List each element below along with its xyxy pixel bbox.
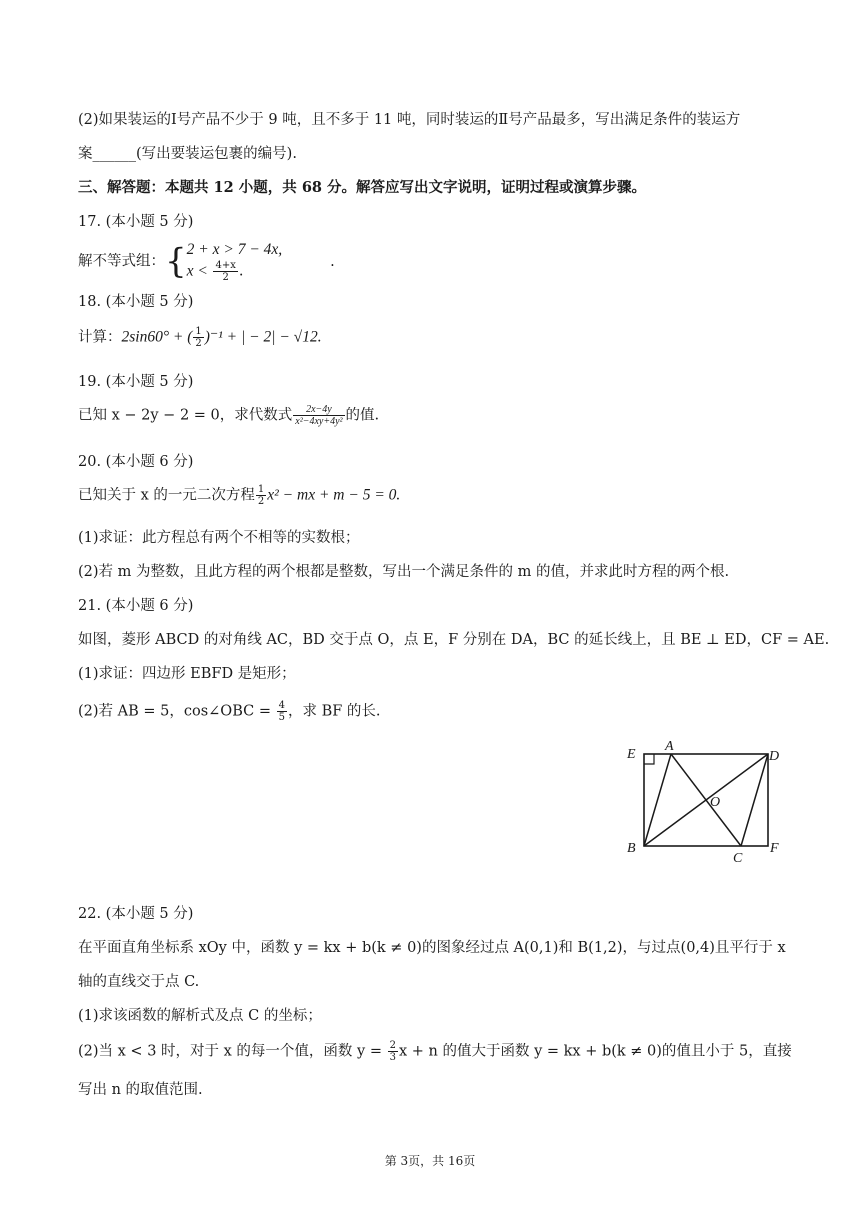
right-angle-mark bbox=[644, 754, 654, 764]
q22-part2-line1 bbox=[78, 1040, 792, 1070]
q20-part1: (1)求证：此方程总有两个不相等的实数根； bbox=[78, 530, 360, 546]
q20-part2: (2)若 m 为整数，且此方程的两个根都是整数，写出一个满足条件的 m 的值，并求此时方程的两个根. bbox=[78, 564, 730, 580]
q22-frac-den: 3 bbox=[389, 1052, 396, 1063]
diagonal-BD bbox=[644, 754, 768, 846]
label-A: A bbox=[665, 739, 674, 754]
q17-inequality-2-fraction bbox=[213, 260, 237, 283]
q16-part2-line2: 案______(写出要装运包裹的编号). bbox=[78, 146, 297, 162]
segment-AB bbox=[644, 754, 671, 846]
q17-body bbox=[78, 240, 335, 286]
q18-fraction bbox=[193, 326, 203, 349]
label-B: B bbox=[627, 841, 636, 856]
q17-frac-num: 4+x bbox=[215, 260, 236, 271]
q18-expr-b: )⁻¹ + | − 2| − √12. bbox=[204, 328, 322, 346]
q18-prefix: 计算： bbox=[78, 329, 122, 346]
q19-frac-den: x²−4xy+4y² bbox=[295, 416, 343, 427]
label-D: D bbox=[769, 749, 780, 764]
q21-stem: 如图，菱形 ABCD 的对角线 AC，BD 交于点 O，点 E，F 分别在 DA，BC 的延长线上，且 BE ⊥ ED，CF = AE. bbox=[78, 632, 830, 648]
q21-part1: (1)求证：四边形 EBFD 是矩形； bbox=[78, 666, 296, 682]
q17-frac-den: 2 bbox=[222, 272, 229, 283]
segment-CD bbox=[741, 754, 768, 846]
q21-rectangle-figure bbox=[620, 736, 790, 866]
q17-system bbox=[187, 240, 283, 283]
q19-header: 19. (本小题 5 分) bbox=[78, 374, 194, 390]
q22-stem-line2: 轴的直线交于点 C. bbox=[78, 974, 200, 990]
q20-stem-b: x² − mx + m − 5 = 0. bbox=[267, 486, 401, 504]
q17-inequality-2-tail: . bbox=[238, 263, 244, 280]
section-3-title: 三、解答题：本题共 12 小题，共 68 分。解答应写出文字说明，证明过程或演算步骤。 bbox=[78, 179, 647, 196]
q19-suffix: 的值. bbox=[345, 407, 380, 424]
q18-body bbox=[78, 326, 322, 356]
q22-part2-b: x + n 的值大于函数 y = kx + b(k ≠ 0)的值且小于 5，直接 bbox=[398, 1043, 792, 1060]
q22-stem-line1: 在平面直角坐标系 xOy 中，函数 y = kx + b(k ≠ 0)的图象经过点 A(0,1)和 B(1,2)，与过点(0,4)且平行于 x bbox=[78, 940, 786, 956]
q20-frac-den: 2 bbox=[257, 496, 265, 507]
q22-part2-a: (2)当 x < 3 时，对于 x 的每一个值，函数 y = bbox=[78, 1043, 387, 1060]
q21-frac-num: 4 bbox=[278, 700, 285, 711]
label-F: F bbox=[770, 841, 779, 856]
label-C: C bbox=[733, 851, 743, 866]
q21-part2 bbox=[78, 700, 381, 730]
q21-part2-b: ，求 BF 的长. bbox=[287, 703, 381, 720]
q20-frac-num: 1 bbox=[257, 484, 265, 495]
q18-frac-den: 2 bbox=[195, 338, 202, 349]
q17-inequality-2-lhs: x < bbox=[186, 262, 208, 280]
q22-frac-num: 2 bbox=[389, 1040, 396, 1051]
q17-prefix: 解不等式组： bbox=[78, 253, 165, 270]
q20-stem-a: 已知关于 x 的一元二次方程 bbox=[78, 487, 255, 504]
q22-fraction bbox=[388, 1040, 398, 1063]
q18-header: 18. (本小题 5 分) bbox=[78, 294, 194, 310]
q19-prefix: 已知 x − 2y − 2 = 0，求代数式 bbox=[78, 407, 293, 424]
q17-end: . bbox=[330, 253, 335, 270]
q17-inequality-1: 2 + x > 7 − 4x, bbox=[186, 241, 283, 258]
q20-header: 20. (本小题 6 分) bbox=[78, 454, 194, 470]
q17-brace: { bbox=[165, 241, 187, 282]
q18-expr-a: 2sin60° + ( bbox=[121, 328, 193, 346]
q18-frac-num: 1 bbox=[195, 326, 202, 337]
label-E: E bbox=[627, 747, 636, 762]
q21-part2-a: (2)若 AB = 5，cos∠OBC = bbox=[78, 703, 276, 720]
q16-part2-line1: (2)如果装运的Ⅰ号产品不少于 9 吨，且不多于 11 吨，同时装运的Ⅱ号产品最多，写出满足条件的装运方 bbox=[78, 112, 741, 128]
q21-frac-den: 5 bbox=[278, 712, 285, 723]
q21-header: 21. (本小题 6 分) bbox=[78, 598, 194, 614]
q20-fraction bbox=[256, 484, 266, 507]
q19-frac-num: 2x−4y bbox=[293, 404, 344, 416]
label-O: O bbox=[710, 795, 721, 810]
page-footer: 第 3页，共 16页 bbox=[384, 1154, 476, 1168]
q19-fraction bbox=[293, 404, 344, 427]
q21-fraction bbox=[277, 700, 287, 723]
q17-header: 17. (本小题 5 分) bbox=[78, 214, 194, 230]
q22-part1: (1)求该函数的解析式及点 C 的坐标； bbox=[78, 1008, 322, 1024]
q20-stem bbox=[78, 484, 400, 514]
q22-header: 22. (本小题 5 分) bbox=[78, 906, 194, 922]
q19-body bbox=[78, 404, 379, 438]
q22-part2-line2: 写出 n 的取值范围. bbox=[78, 1082, 203, 1098]
